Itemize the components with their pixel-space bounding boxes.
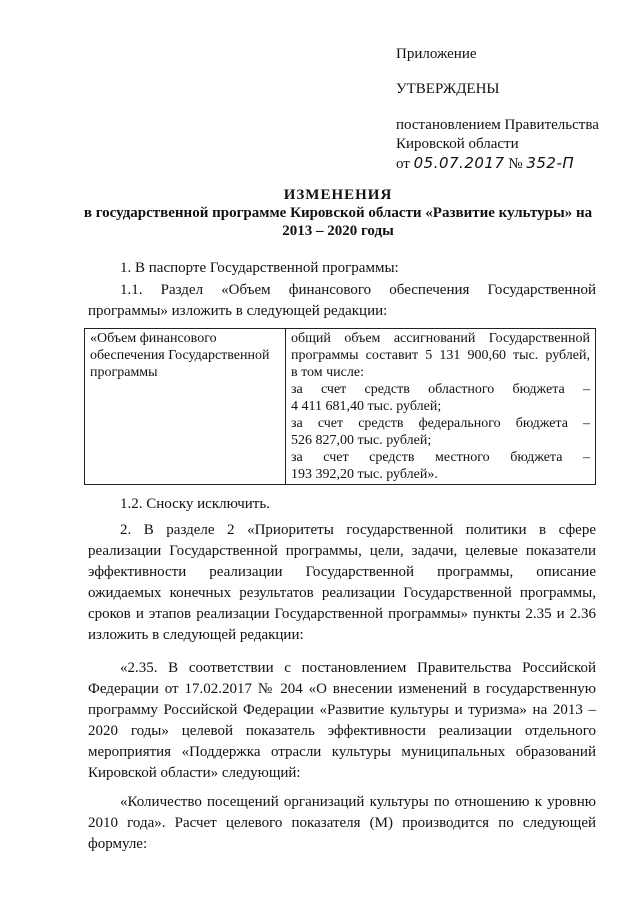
paragraph-2-35: «2.35. В соответствии с постановлением Правительства Российской Федерации от 17.02.2017 № 204 «О внесении изменений в государственную программу Российской Федерации «Развитие культуры и туризма» на 2013 – 2020 годы» целевой показатель эффективности реализации отдельного мероприятия «Поддержка отрасли культуры муниципальных образований Кировской области» следующий: <box>88 660 596 781</box>
table-row <box>85 329 596 485</box>
table-line: за счет средств федерального бюджета – <box>291 416 590 431</box>
approved-label: УТВЕРЖДЕНЫ <box>396 81 500 97</box>
table-right-cell <box>286 329 596 485</box>
document-title: ИЗМЕНЕНИЯ <box>283 187 393 203</box>
decree-line-3 <box>396 154 616 174</box>
paragraph-1: 1. В паспорте Государственной программы: <box>120 260 399 276</box>
paragraph-visits-indicator: «Количество посещений организаций культуры по отношению к уровню 2010 года». Расчет целевого показателя (M) производится по следующей формуле: <box>88 794 596 852</box>
decree-line-1: постановлением Правительства <box>396 117 599 133</box>
paragraph-2: 2. В разделе 2 «Приоритеты государственной политики в сфере реализации Государственной программы, цели, задачи, целевые показатели эффективности реализации Государственной программы, описание ожидаемых конечных результатов реализации Государственной программы, сроков и этапов реализации Государственной программы» пункты 2.35 и 2.36 изложить в следующей редакции: <box>88 522 596 643</box>
decree-date: 05.07.2017 <box>413 154 505 172</box>
appendix-label: Приложение <box>396 46 477 62</box>
table-line: программы составит 5 131 900,60 тыс. рублей, <box>291 348 590 363</box>
decree-number: 352-П <box>526 154 575 172</box>
decree-block <box>396 116 616 174</box>
table-line: общий объем ассигнований Государственной <box>291 331 590 346</box>
table-line: за счет средств местного бюджета – <box>291 450 590 465</box>
financing-table <box>84 328 596 485</box>
table-line: 526 827,00 тыс. рублей; <box>291 433 432 448</box>
table-line: в том числе: <box>291 365 364 380</box>
paragraph-1-2: 1.2. Сноску исключить. <box>120 496 270 512</box>
decree-prefix: от <box>396 156 410 172</box>
document-subtitle: в государственной программе Кировской области «Развитие культуры» на 2013 – 2020 годы <box>83 205 593 239</box>
table-line: за счет средств областного бюджета – <box>291 382 590 397</box>
decree-line-2: Кировской области <box>396 136 519 152</box>
table-left-cell: «Объем финансового обеспечения Государственной программы <box>85 329 286 485</box>
table-line: 4 411 681,40 тыс. рублей; <box>291 399 442 414</box>
paragraph-1-1: 1.1. Раздел «Объем финансового обеспечения Государственной программы» изложить в следующей редакции: <box>88 282 596 319</box>
table-line: 193 392,20 тыс. рублей». <box>291 467 438 482</box>
decree-number-sign: № <box>508 156 523 172</box>
